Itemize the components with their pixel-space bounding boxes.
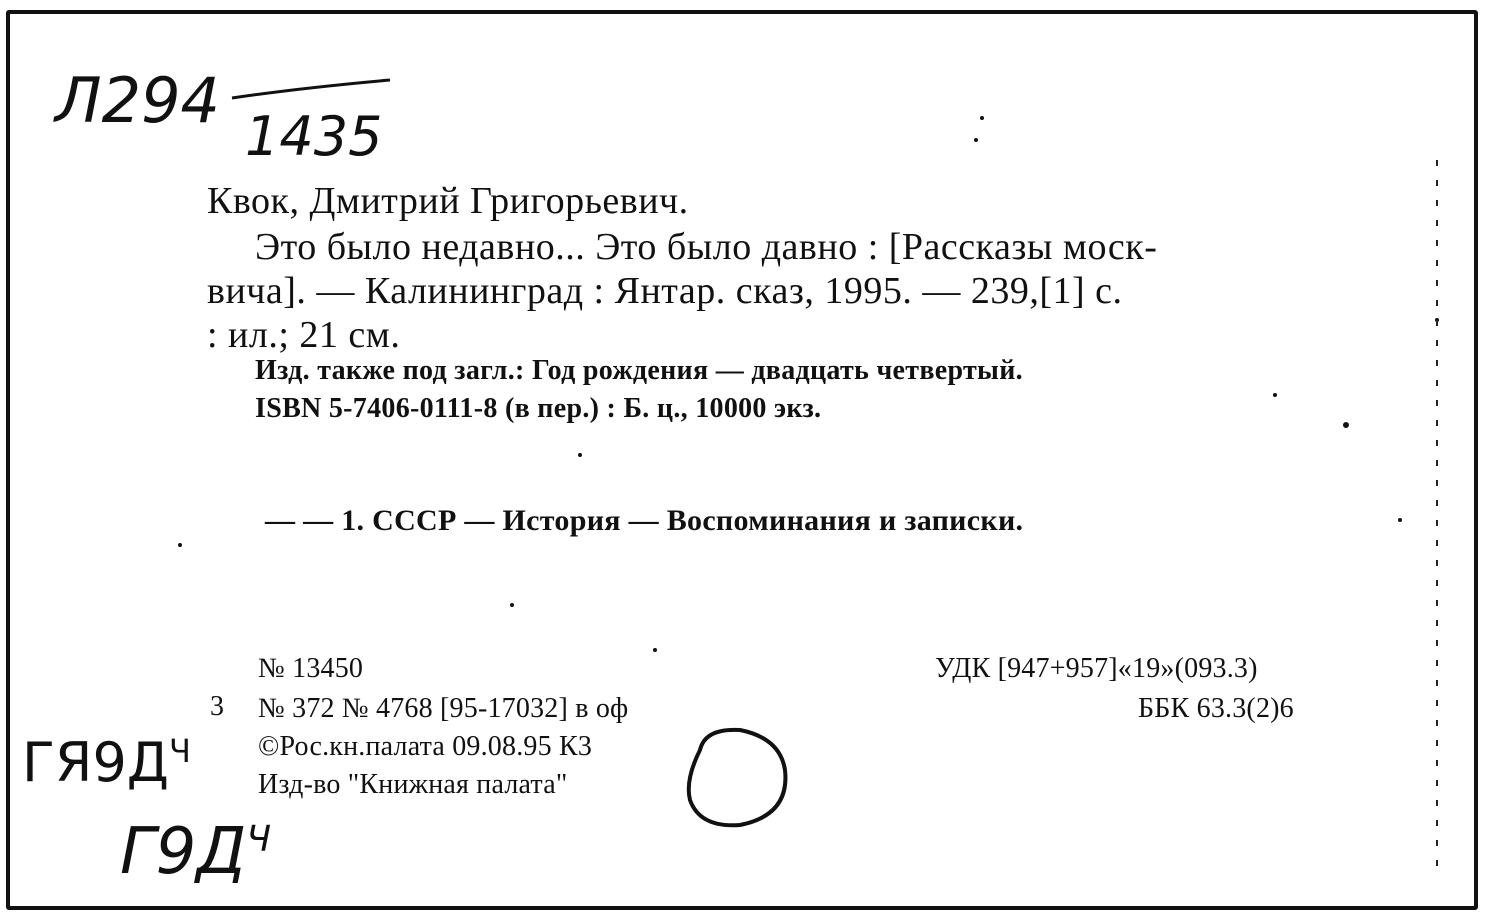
- publisher-line: Изд-во "Книжная палата": [258, 769, 568, 800]
- library-stamp: [689, 730, 786, 825]
- handwritten-call-number-sub: 1435: [245, 105, 383, 168]
- alternate-title-note: Изд. также под загл.: Год рождения — двадцать четвертый.: [255, 355, 1023, 386]
- handwritten-call-number: Л294: [55, 64, 220, 137]
- isbn-line: ISBN 5-7406-0111-8 (в пер.) : Б. ц., 10000 экз.: [255, 393, 822, 424]
- author-heading: Квок, Дмитрий Григорьевич.: [207, 180, 689, 222]
- scan-speckles: [178, 116, 1439, 652]
- card-count-digit: 3: [210, 691, 225, 722]
- record-number: № 13450: [258, 653, 364, 684]
- registration-numbers: № 372 № 4768 [95-17032] в оф: [258, 693, 629, 724]
- bbk-code: ББК 63.3(2)6: [1138, 693, 1294, 724]
- title-line-2: вича]. — Калининград : Янтар. сказ, 1995. — 239,[1] с.: [207, 270, 1123, 312]
- subject-heading: — — 1. СССР — История — Воспоминания и записки.: [265, 504, 1024, 537]
- handwritten-bottom-code: $Г9Д^Ч$: [120, 815, 272, 889]
- call-number-underline: [232, 80, 390, 98]
- book-chamber-line: ©Рос.кн.палата 09.08.95 К3: [258, 731, 593, 762]
- handwritten-margin-code: $ГЯ9Д^Ч$: [22, 731, 191, 794]
- title-line-1: Это было недавно... Это было давно : [Рассказы моск-: [255, 226, 1158, 268]
- udk-code: УДК [947+957]«19»(093.3): [935, 653, 1258, 684]
- title-line-3: : ил.; 21 см.: [207, 314, 401, 356]
